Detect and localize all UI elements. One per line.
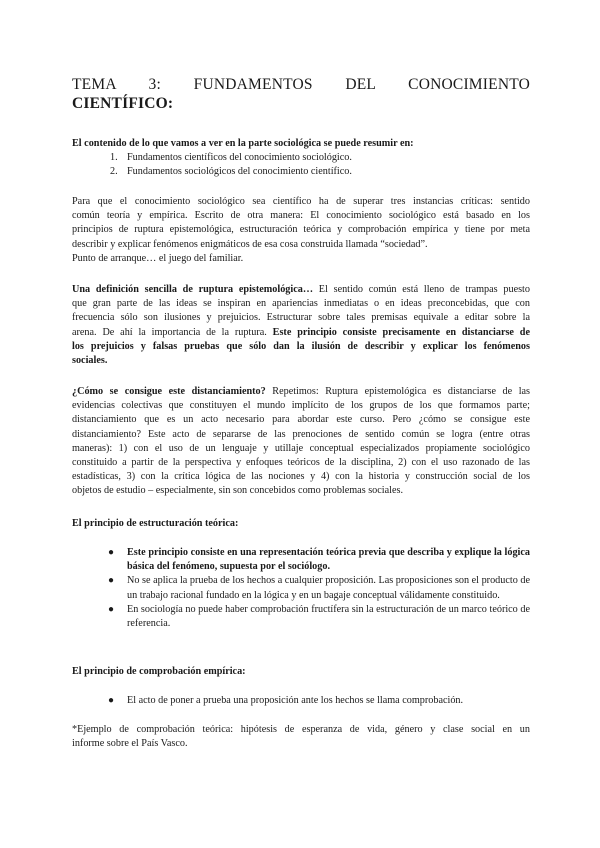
page-title-line2: CIENTÍFICO: bbox=[72, 95, 174, 112]
list-item: ● El acto de poner a prueba una proposición ante los hechos se llama comprobación. bbox=[72, 694, 530, 708]
section-heading-empirical: El principio de comprobación empírica: bbox=[72, 666, 246, 677]
list-item: 2. Fundamentos sociológicos del conocimiento científico. bbox=[110, 166, 352, 178]
list-item: ● No se aplica la prueba de los hechos a cualquier proposición. Las proposiciones son el producto de un trabajo racional fundado en la lógica y en un bagaje conceptual válidamente constituido. bbox=[108, 575, 530, 601]
paragraph-instances: Para que el conocimiento sociológico sea científico ha de superar tres instancias críticas: sentido común teoría y empírica. Escrito de otra manera: El conocimiento sociológico está basado en los principios de ruptura epistemológica, estructuración teórica y comprobación empírica y tiene por meta describir y explicar fenómenos enigmáticos de esa cosa construida llamada “sociedad”. Punto de arranque… el juego del familiar. bbox=[72, 196, 530, 264]
bullet-icon: ● bbox=[108, 603, 115, 615]
bullet-icon: ● bbox=[108, 547, 115, 558]
list-item: 1. Fundamentos científicos del conocimiento sociológico. bbox=[110, 152, 352, 163]
list-item: ● En sociología no puede haber comprobación fructífera sin la estructuración de un marco teórico de referencia. bbox=[108, 603, 530, 630]
page-title-line1: TEMA 3: FUNDAMENTOS DEL CONOCIMIENTO bbox=[72, 76, 530, 93]
empirical-bullets bbox=[72, 694, 530, 708]
bullet-icon: ● bbox=[108, 695, 115, 706]
paragraph-ruptura: Una definición sencilla de ruptura epistemológica… El sentido común está lleno de trampas puesto que gran parte de las ideas se inspiran en apariencias inmediatas o en ideas preconcebidas, que con frecuencia sólo son ilusiones y prejuicios. Estructurar sobre tales premisas equivale a editar sobre la arena. De ahí la importancia de la ruptura. Este principio consiste precisamente en distanciarse de los prejuicios y falsas pruebas que sólo dan la ilusión de describir y explicar los fenómenos sociales. bbox=[72, 284, 530, 367]
paragraph-distanciamiento: ¿Cómo se consigue este distanciamiento? Repetimos: Ruptura epistemológica es distanciarse de las evidencias colectivas que constituyen el mundo implícito de los grupos de los que formamos parte; distanciamiento que es un acto necesario para abordar este curso. Pero ¿cómo se consigue este distanciamiento? Este acto de separarse de las prenociones de sentido común se logra (entre otras maneras): 1) con el uso de un lenguaje y utillaje conceptual especializados propiamente sociológico constituido a partir de la perspectiva y enfoques teóricos de la disciplina, 2) con el uso razonado de las estadísticas, 3) con la crítica lógica de las nociones y 4) con la historia y construcción social de los objetos de estudio – especialmente, sin son concebidos como problemas sociales. bbox=[72, 386, 531, 497]
intro-heading: El contenido de lo que vamos a ver en la parte sociológica se puede resumir en: bbox=[72, 138, 414, 149]
bullet-icon: ● bbox=[108, 575, 115, 587]
section-heading-structure: El principio de estructuración teórica: bbox=[72, 518, 239, 529]
footnote: *Ejemplo de comprobación teórica: hipótesis de esperanza de vida, género y clase social en un informe sobre el País Vasco. bbox=[72, 724, 530, 750]
intro-list bbox=[72, 151, 530, 179]
structure-bullets bbox=[72, 546, 530, 631]
list-item: ● Este principio consiste en una representación teórica previa que describa y explique la lógica básica del fenómeno, supuesta por el sociólogo. bbox=[108, 547, 530, 573]
